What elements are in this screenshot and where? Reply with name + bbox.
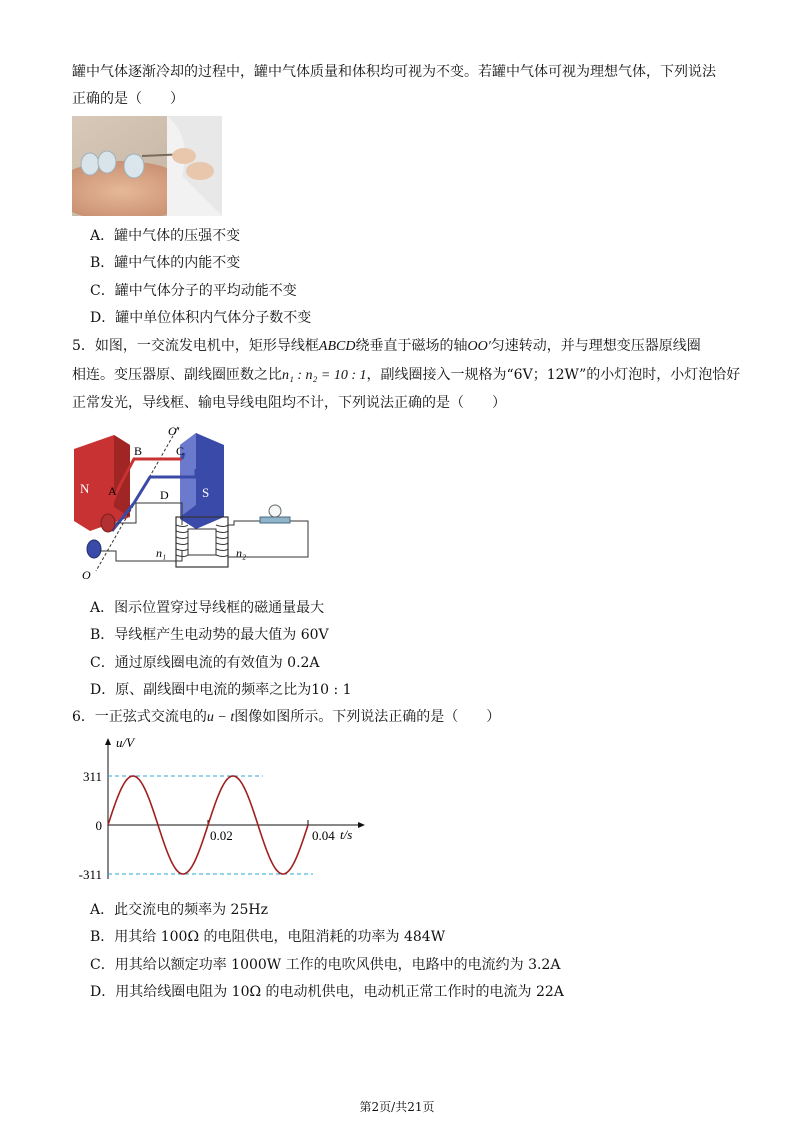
magnet-s-label: S xyxy=(202,485,210,500)
q5-stem-line1 xyxy=(72,336,701,357)
slip-ring-2 xyxy=(87,540,101,558)
cupping-therapy-photo xyxy=(72,116,222,216)
q6-option-b: B．用其给 100Ω 的电阻供电，电阻消耗的功率为 484W xyxy=(90,929,446,945)
q5-line2-text-b: ，副线圈接入一规格为“6V；12W”的小灯泡时，小灯泡恰好 xyxy=(366,367,741,383)
q5-line1-text-a: 5．如图，一交流发电机中，矩形导线框 xyxy=(72,338,319,354)
q5-frame-abcd: ABCD xyxy=(318,339,356,354)
q4-option-a: A．罐中气体的压强不变 xyxy=(90,228,241,244)
x-axis-label: t/s xyxy=(340,827,353,842)
q6-option-d: D．用其给线圈电阻为 10Ω 的电动机供电，电动机正常工作时的电流为 22A xyxy=(90,984,564,1000)
small-lamp xyxy=(269,505,281,517)
q6-line1-text-a: 6．一正弦式交流电的 xyxy=(72,709,207,725)
lamp-base xyxy=(260,517,290,523)
q5-option-c: C．通过原线圈电流的有效值为 0.2A xyxy=(90,655,320,671)
q5-stem-line2 xyxy=(72,365,740,386)
label-a: A xyxy=(108,484,117,498)
page-footer: 第2页/共21页 xyxy=(359,1100,435,1114)
label-n1: n₁ xyxy=(156,546,167,560)
y-tick-label-min: -311 xyxy=(78,867,102,882)
q4-option-c: C．罐中气体分子的平均动能不变 xyxy=(90,283,297,299)
q6-option-a: A．此交流电的频率为 25Hz xyxy=(90,902,268,918)
q5-stem-line3: 正常发光，导线框、输电导线电阻均不计，下列说法正确的是（ ） xyxy=(72,395,506,411)
q5-line1-text-c: 匀速转动，并与理想变压器原线圈 xyxy=(490,338,701,354)
q4-intro-line2: 正确的是（ ） xyxy=(72,91,184,107)
q4-option-b: B．罐中气体的内能不变 xyxy=(90,255,241,271)
y-tick-label-zero: 0 xyxy=(95,818,102,833)
q5-axis-oo: OO′ xyxy=(467,339,491,354)
q6-u-t: u − t xyxy=(206,710,235,725)
generator-transformer-diagram xyxy=(72,421,312,583)
q5-option-d: D．原、副线圈中电流的频率之比为10 : 1 xyxy=(90,682,352,698)
u-t-graph xyxy=(72,733,372,883)
q4-option-d: D．罐中单位体积内气体分子数不变 xyxy=(90,310,312,326)
label-b: B xyxy=(134,444,143,458)
x-tick-label-0.04: 0.04 xyxy=(312,828,335,843)
q5-option-b: B．导线框产生电动势的最大值为 60V xyxy=(90,627,329,643)
slip-ring-1 xyxy=(101,514,115,532)
label-c: C xyxy=(176,444,185,458)
q5-option-a: A．图示位置穿过导线框的磁通量最大 xyxy=(90,600,325,616)
label-o-prime: O′ xyxy=(168,424,180,438)
q5-line2-text-a: 相连。变压器原、副线圈匝数之比 xyxy=(72,367,282,383)
label-o: O xyxy=(82,568,91,582)
label-d: D xyxy=(160,488,169,502)
y-tick-label-max: 311 xyxy=(82,769,102,784)
q5-line1-text-b: 绕垂直于磁场的轴 xyxy=(355,338,468,354)
y-axis-label: u/V xyxy=(116,735,135,750)
label-n2: n₂ xyxy=(236,546,247,560)
q4-intro-line1: 罐中气体逐渐冷却的过程中，罐中气体质量和体积均可视为不变。若罐中气体可视为理想气体，下列说法 xyxy=(72,64,716,80)
q5-turns-ratio: n₁ : n₂ = 10 : 1 xyxy=(282,368,367,383)
magnet-n-label: N xyxy=(80,481,90,496)
x-tick-label-0.02: 0.02 xyxy=(210,828,233,843)
q6-line1-text-b: 图像如图所示。下列说法正确的是（ ） xyxy=(234,709,501,725)
q6-stem-line1 xyxy=(72,707,500,728)
q6-option-c: C．用其给以额定功率 1000W 工作的电吹风供电，电路中的电流约为 3.2A xyxy=(90,957,561,973)
secondary-coil xyxy=(216,525,228,557)
